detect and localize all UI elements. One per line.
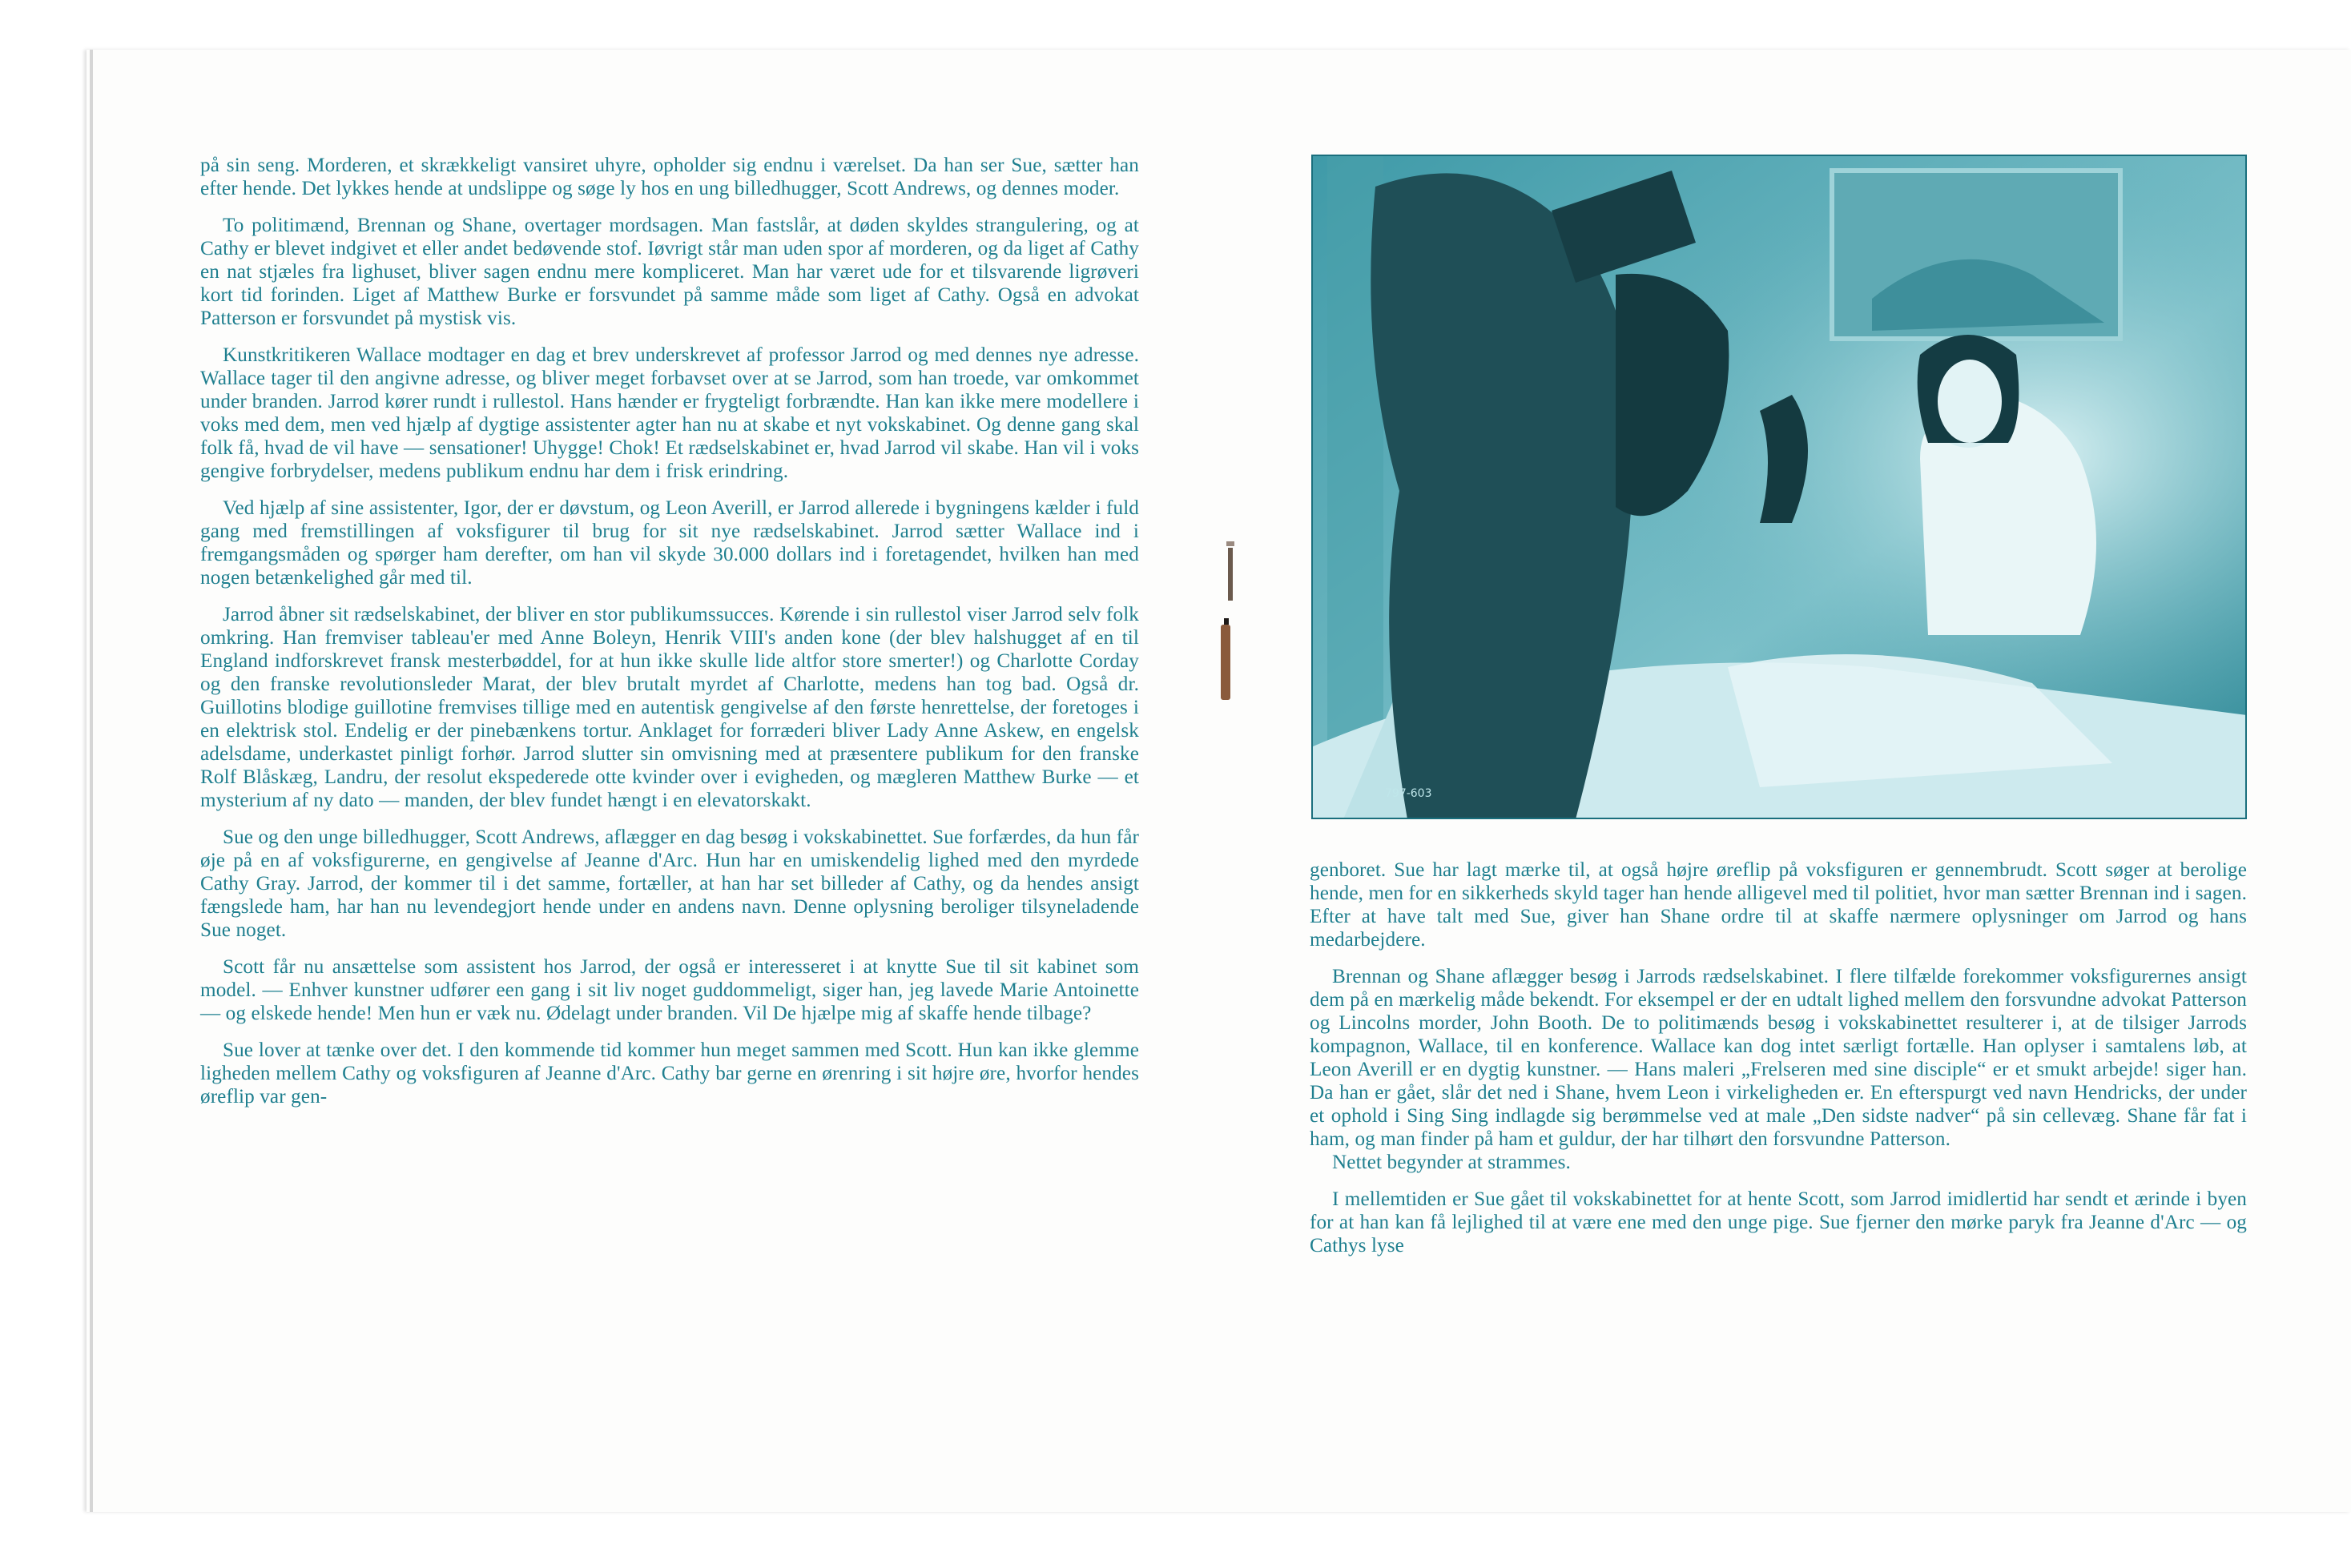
paragraph: Kunstkritikeren Wallace modtager en dag et brev underskrevet af professor Jarrod og med dennes nye adresse. Wallace tager til den angivne adresse, og bliver meget forbavset over at se Jarrod, som han troede, var omkommet under branden. Jarrod kører rundt i rullestol. Hans hænder er frygteligt forbrændte. Han kan ikke mere modellere i voks med dem, men ved hjælp af dygtige assistenter agter han nu at skabe et nyt vokskabinet. Og denne gang skal folk få, hvad de vil have — sensationer! Uhygge! Chok! Et rædselskabinet er, hvad Jarrod vil skabe. Han vil i voks gengive forbrydelser, medens publikum endnu har dem i frisk erindring. [200, 344, 1139, 482]
photo-illustration [1311, 155, 2247, 819]
right-page-text [1310, 858, 2247, 1271]
paragraph: Sue og den unge billedhugger, Scott Andrews, aflægger en dag besøg i vokskabinettet. Sue forfærdes, da hun får øje på en af voksfigurerne, en gengivelse af Jeanne d'Arc. Hun har en umiskendelig lighed med den myrdede Cathy Gray. Jarrod, der kommer til i det samme, fortæller, at han har set billeder af Cathy, og da hendes ansigt fængslede ham, har han nu levendegjort hende under en andens navn. Denne oplysning beroliger tilsyneladende Sue noget. [200, 826, 1139, 941]
paragraph: Nettet begynder at strammes. [1332, 1152, 1571, 1173]
page-edge [90, 50, 93, 1512]
staple-top-tip [1226, 541, 1234, 546]
paragraph: Scott får nu ansættelse som assistent hos Jarrod, der også er interesseret i at knytte Sue til sit kabinet som model. — Enhver kunstner udfører een gang i sit liv noget guddommeligt, siger han, jeg lavede Marie Antoinette — og elskede hende! Men hun er væk nu. Ødelagt under branden. Vil De hjælpe mig af skaffe hende tilbage? [200, 956, 1139, 1024]
staple-bottom [1221, 625, 1230, 700]
staple-top [1228, 548, 1233, 601]
paragraph: Sue lover at tænke over det. I den kommende tid kommer hun meget sammen med Scott. Hun kan ikke glemme ligheden mellem Cathy og voksfiguren af Jeanne d'Arc. Cathy bar gerne en ørenring i sit højre øre, hvorfor hendes øreflip var gen- [200, 1039, 1139, 1108]
paragraph: Brennan og Shane aflægger besøg i Jarrods rædselskabinet. I flere tilfælde forekommer voksfigurernes ansigt dem på en mærkelig måde bekendt. For eksempel er der en udtalt lighed mellem den forsvundne advokat Patterson og Lincolns morder, John Booth. De to politimænds besøg i vokskabinettet resulterer i, at de tilsiger Jarrods kompagnon, Wallace, til en konference. Wallace kan dog intet særligt fortælle. Han oplyser i samtalens løb, at Leon Averill er en dygtig kunstner. — Hans maleri „Frelseren med sine disciple“ er et smukt arbejde! siger han. Da han er gået, slår det ned i Shane, hvem Leon i virkeligheden er. En efterspurgt ved navn Hendricks, der under et ophold i Sing Sing indlagde sig berømmelse ved at male „Den sidste nadver“ på sin cellevæg. Shane får fat i ham, og man finder på ham et guldur, der har tilhørt den forsvundne Patterson. [1310, 966, 2247, 1150]
staple-bottom-tip [1224, 618, 1229, 625]
paragraph: Jarrod åbner sit rædselskabinet, der bliver en stor publikumssucces. Kørende i sin rullestol viser Jarrod selv folk omkring. Han fremviser tableau'er med Anne Boleyn, Henrik VIII's anden kone (der blev halshugget af en til England indforskrevet fransk mesterbøddel, for at hun ikke skulle lide altfor store smerter!) og Charlotte Corday og den franske revolutionsleder Marat, der blev brutalt myrdet af Charlotte, medens han tog bad. Også dr. Guillotins blodige guillotine fremvises tillige med en autentisk gengivelse af den første henrettelse, der foretoges i en elektrisk stol. Endelig er der pinebænkens tortur. Anklaget for forræderi bliver Lady Anne Askew, en engelsk adelsdame, underkastet pinligt forhør. Jarrod slutter sin omvisning med at præsentere publikum for den franske Rolf Blåskæg, Landru, der resolut ekspederede otte kvinder over i evigheden, og mægleren Matthew Burke — et mysterium af ny dato — manden, der blev fundet hængt i en elevatorskakt. [200, 604, 1139, 811]
paragraph: Ved hjælp af sine assistenter, Igor, der er døvstum, og Leon Averill, er Jarrod allerede i bygningens kælder i fuld gang med fremstillingen af voksfigurer til brug for sit nye rædselskabinet. Jarrod sætter Wallace ind i fremgangsmåden og spørger ham derefter, om han vil skyde 30.000 dollars ind i foretagendet, hvilken han med nogen betænkelighed går med til. [200, 497, 1139, 589]
film-still-photo [1311, 155, 2247, 819]
paragraph: I mellemtiden er Sue gået til vokskabinettet for at hente Scott, som Jarrod imidlertid har sendt et ærinde i byen for at han kan få lejlighed til at være ene med den unge pige. Sue fjerner den mørke paryk fra Jeanne d'Arc — og Cathys lyse [1310, 1188, 2247, 1256]
paragraph: genboret. Sue har lagt mærke til, at også højre øreflip på voksfiguren er gennembrudt. Scott søger at berolige hende, men for en sikkerheds skyld tager han hende alligevel med til politiet, hvor man sætter Brennan ind i sagen. Efter at have talt med Sue, giver han Shane ordre til at skaffe nærmere oplysninger om Jarrod og hans medarbejdere. [1310, 859, 2247, 951]
left-page-text [200, 154, 1139, 1122]
photo-code: 797-603 [1385, 787, 1432, 800]
paragraph: på sin seng. Morderen, et skrækkeligt vansiret uhyre, opholder sig endnu i værelset. Da han ser Sue, sætter han efter hende. Det lykkes hende at undslippe og søge ly hos en ung billedhugger, Scott Andrews, og dennes moder. [200, 155, 1139, 199]
paragraph: To politimænd, Brennan og Shane, overtager mordsagen. Man fastslår, at døden skyldes strangulering, og at Cathy er blevet indgivet et eller andet bedøvende stof. Iøvrigt står man uden spor af morderen, og da liget af Cathy en nat stjæles fra lighuset, bliver sagen endnu mere kompliceret. Man har været ude for et tilsvarende ligrøveri kort tid forinden. Liget af Matthew Burke er forsvundet på samme måde som liget af Cathy. Også en advokat Patterson er forsvundet på mystisk vis. [200, 215, 1139, 329]
